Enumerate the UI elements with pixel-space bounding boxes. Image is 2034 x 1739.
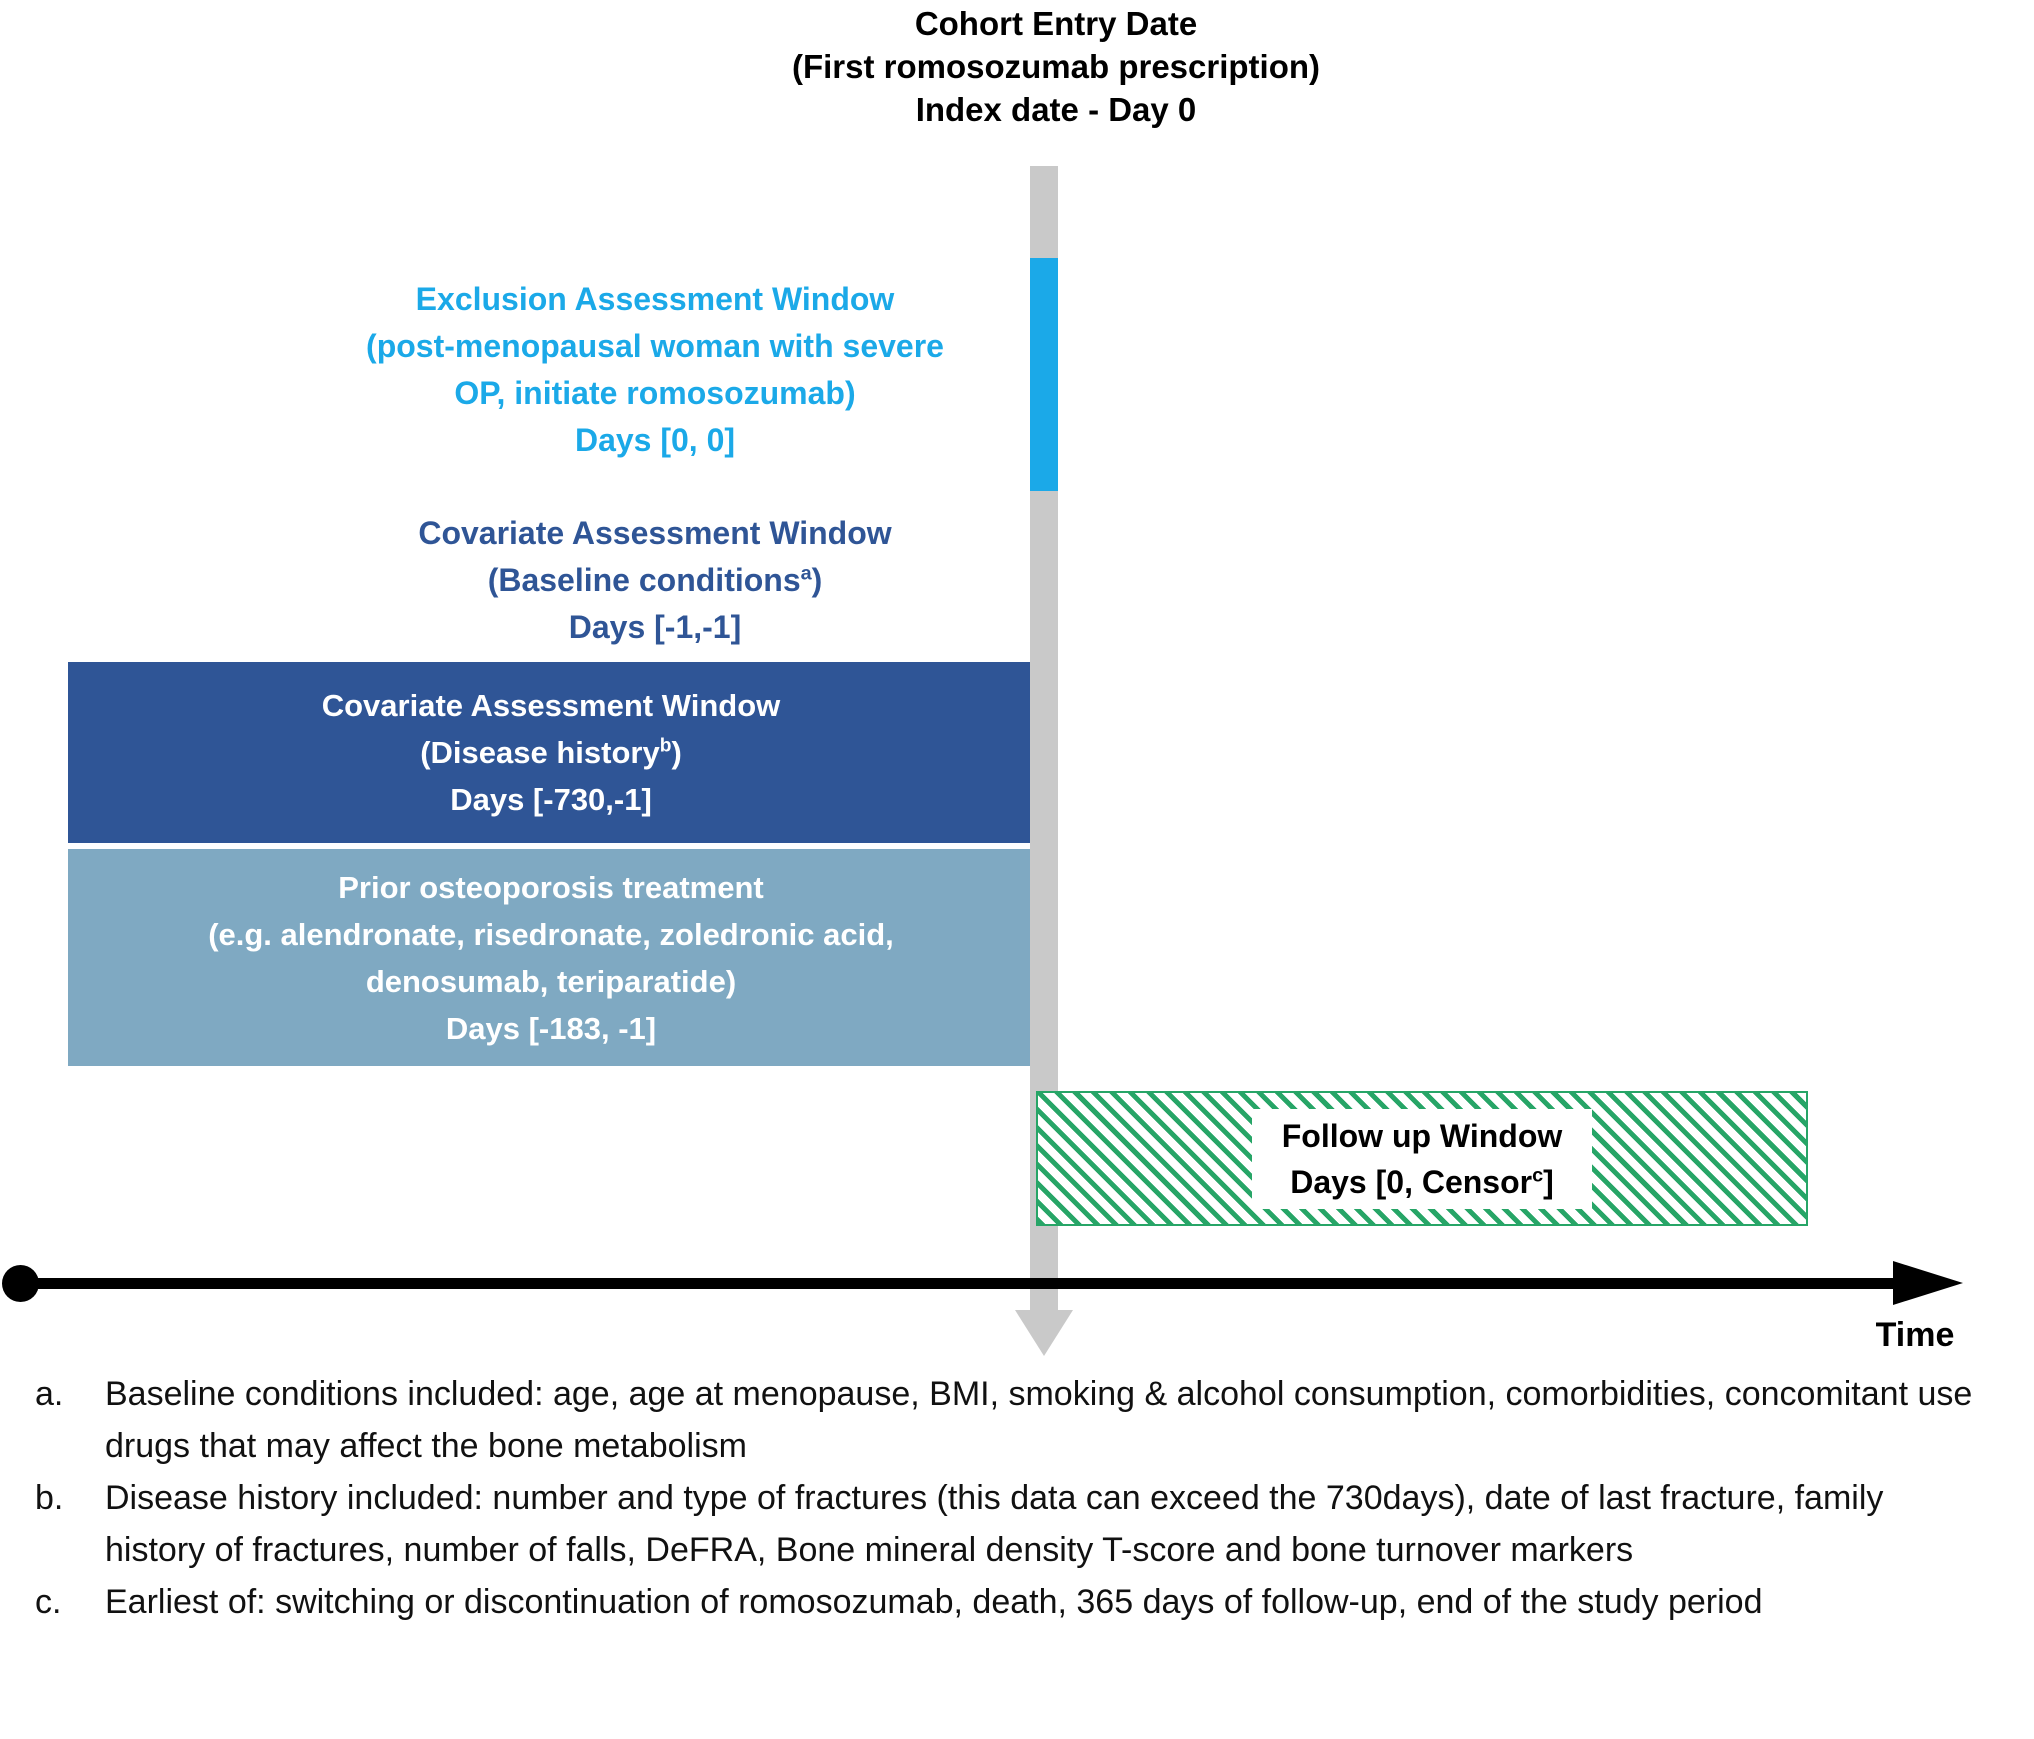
timeline-axis (20, 1278, 1895, 1289)
baseline-line-1: Covariate Assessment Window (418, 515, 892, 551)
title-line-1: Cohort Entry Date (914, 5, 1198, 42)
prior-line-2: (e.g. alendronate, risedronate, zoledronic acid, (208, 916, 894, 952)
footnote-ref-b: b (659, 735, 672, 757)
footnote-a (35, 1368, 1985, 1472)
footnote-b (35, 1472, 1985, 1576)
baseline-line-3: Days [-1,-1] (568, 609, 742, 645)
disease-line-1: Covariate Assessment Window (321, 688, 781, 723)
followup-line-2: Days [0, Censor$^c$] (1290, 1163, 1554, 1200)
disease-line-2: (Disease history$^b$) (420, 735, 682, 770)
exclusion-window-label (255, 276, 1055, 464)
footnote-ref-a: a (800, 562, 812, 585)
prior-line-1: Prior osteoporosis treatment (338, 869, 764, 905)
prior-line-4: Days [-183, -1] (445, 1010, 657, 1046)
index-date-arrowhead-icon (1015, 1310, 1073, 1356)
timeline-arrowhead-icon (1893, 1261, 1963, 1305)
time-axis-label: Time (1875, 1316, 1955, 1354)
covariate-baseline-label (255, 510, 1055, 651)
followup-line-1: Follow up Window (1281, 1117, 1563, 1154)
footnote-text: Earliest of: switching or discontinuation of romosozumab, death, 365 days of follow-up, end of the study period (105, 1583, 1763, 1621)
title-line-2: (First romosozumab prescription) (791, 48, 1321, 85)
followup-window-box (1036, 1091, 1808, 1226)
exclusion-line-3: OP, initiate romosozumab) (454, 375, 856, 411)
baseline-line-2: (Baseline conditions$^a$) (487, 562, 823, 598)
footnote-text: Baseline conditions included: age, age at menopause, BMI, smoking & alcohol consumption, comorbidities, concomitant use drugs that may affect the bone metabolism (105, 1375, 1973, 1465)
title-line-3: Index date - Day 0 (915, 91, 1197, 128)
footnote-text: Disease history included: number and type of fractures (this data can exceed the 730days), date of last fracture, family history of fractures, number of falls, DeFRA, Bone mineral density T-score and bone turnover markers (105, 1479, 1884, 1569)
exclusion-line-1: Exclusion Assessment Window (415, 281, 895, 317)
exclusion-line-2: (post-menopausal woman with severe (366, 328, 944, 364)
footnote-ref-c: c (1532, 1163, 1544, 1186)
prior-line-3: denosumab, teriparatide) (365, 963, 737, 999)
footnotes (35, 1368, 1985, 1628)
footnote-marker: b. (35, 1479, 64, 1517)
footnote-marker: c. (35, 1583, 62, 1621)
disease-line-3: Days [-730,-1] (450, 782, 652, 817)
exclusion-line-4: Days [0, 0] (574, 422, 736, 458)
followup-window-label (1252, 1109, 1593, 1209)
cohort-entry-title (556, 2, 1556, 131)
covariate-disease-box (68, 662, 1034, 843)
footnote-marker: a. (35, 1375, 64, 1413)
prior-treatment-box (68, 849, 1034, 1066)
footnote-c (35, 1576, 1985, 1628)
